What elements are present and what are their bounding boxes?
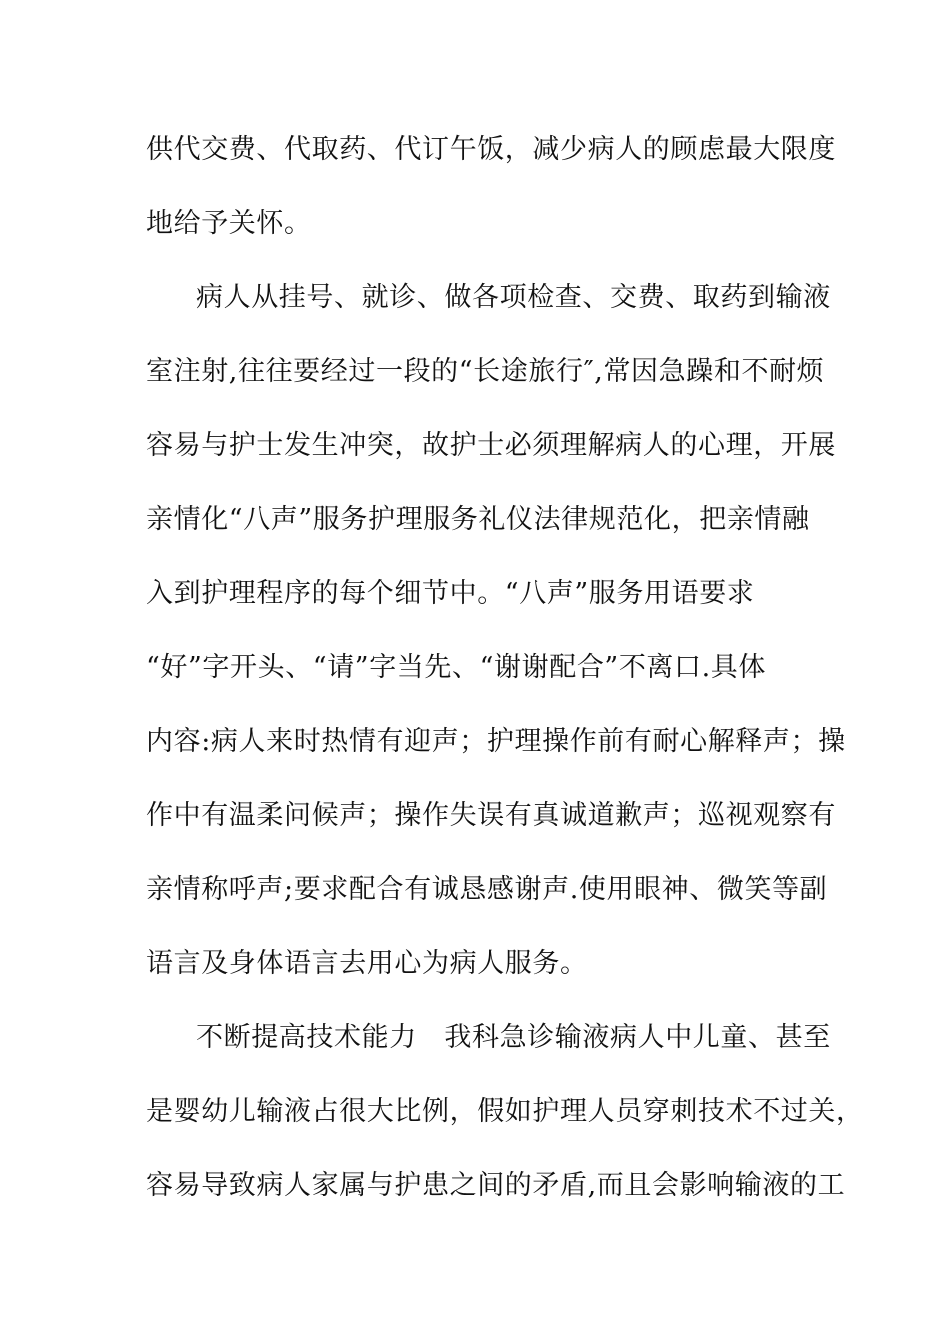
text-line: “好”字开头、“请”字当先、“谢谢配合”不离口.具体 bbox=[146, 652, 767, 683]
text-line: 作中有温柔问候声；操作失误有真诚道歉声；巡视观察有 bbox=[146, 800, 836, 831]
text-line: 亲情化“八声”服务护理服务礼仪法律规范化，把亲情融 bbox=[146, 504, 810, 535]
paragraph-start-line: 病人从挂号、就诊、做各项检查、交费、取药到输液 bbox=[196, 282, 831, 313]
text-line: 内容:病人来时热情有迎声；护理操作前有耐心解释声；操 bbox=[146, 726, 846, 757]
text-line: 地给予关怀。 bbox=[146, 208, 312, 239]
paragraph-start-line: 不断提高技术能力 我科急诊输液病人中儿童、甚至 bbox=[196, 1022, 831, 1053]
text-line: 是婴幼儿输液占很大比例，假如护理人员穿刺技术不过关， bbox=[146, 1096, 864, 1127]
text-line: 容易与护士发生冲突，故护士必须理解病人的心理，开展 bbox=[146, 430, 836, 461]
text-line: 容易导致病人家属与护患之间的矛盾,而且会影响输液的工 bbox=[146, 1170, 846, 1201]
text-line: 供代交费、代取药、代订午饭，减少病人的顾虑最大限度 bbox=[146, 134, 836, 165]
text-line: 语言及身体语言去用心为病人服务。 bbox=[146, 948, 588, 979]
text-line: 室注射,往往要经过一段的“长途旅行″,常因急躁和不耐烦 bbox=[146, 356, 825, 387]
text-line: 亲情称呼声;要求配合有诚恳感谢声.使用眼神、微笑等副 bbox=[146, 874, 828, 905]
text-line: 入到护理程序的每个细节中。“八声”服务用语要求 bbox=[146, 578, 755, 609]
